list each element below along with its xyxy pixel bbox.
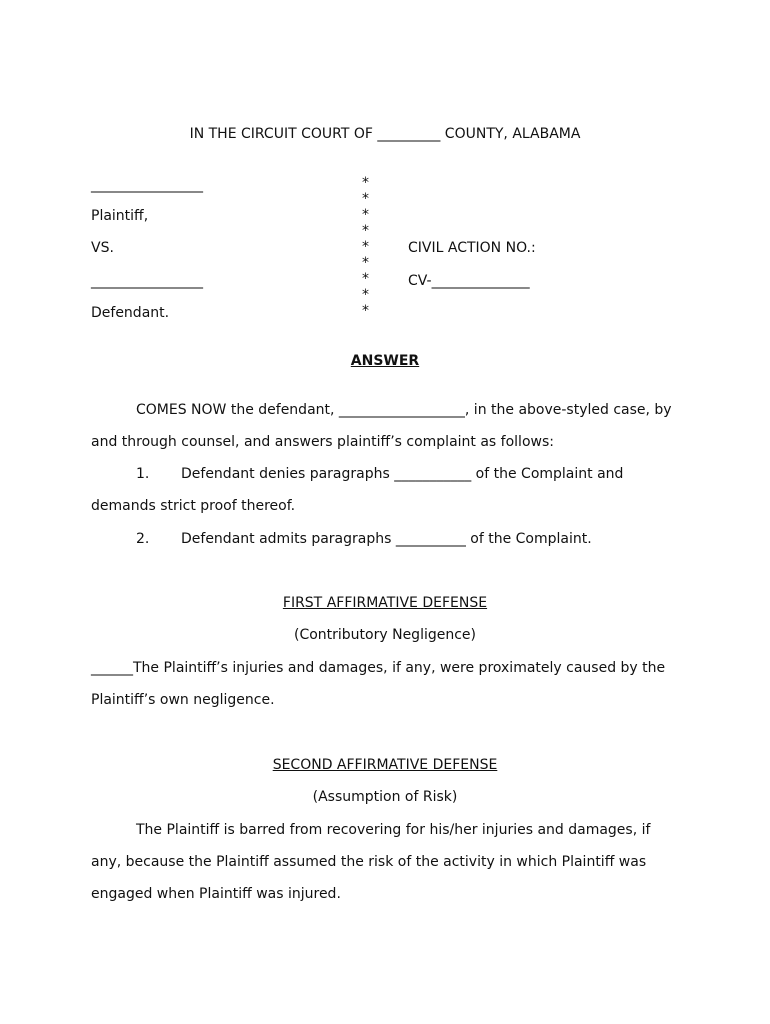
item-number: 1. — [136, 466, 150, 482]
plaintiff-label: Plaintiff, — [91, 208, 149, 224]
caption-star: * — [362, 175, 369, 191]
caption-star: * — [362, 271, 369, 287]
defense-line: ______The Plaintiff’s injuries and damages, if any, were proximately caused by the — [91, 660, 666, 676]
item-1-line-2: demands strict proof thereof. — [91, 498, 296, 514]
intro-line-2: and through counsel, and answers plaintiff’s complaint as follows: — [91, 434, 554, 450]
vs-label: VS. — [91, 240, 114, 256]
defense-line: Plaintiff’s own negligence. — [91, 692, 275, 708]
caption-star: * — [362, 191, 369, 207]
defense-line: The Plaintiff is barred from recovering for his/her injuries and damages, if — [136, 822, 651, 838]
caption-star: * — [362, 287, 369, 303]
defense-line: engaged when Plaintiff was injured. — [91, 886, 341, 902]
defendant-label: Defendant. — [91, 305, 170, 321]
document-title: ANSWER — [350, 353, 420, 369]
defense-heading: FIRST AFFIRMATIVE DEFENSE — [282, 595, 488, 611]
caption-star: * — [362, 207, 369, 223]
caption-star: * — [362, 255, 369, 271]
caption-star: * — [362, 223, 369, 239]
item-1-line-1: Defendant denies paragraphs ___________ of the Complaint and — [181, 466, 624, 482]
caption-star: * — [362, 239, 369, 255]
defense-subheading: (Assumption of Risk) — [312, 789, 458, 805]
item-2-line-1: Defendant admits paragraphs __________ of the Complaint. — [181, 531, 592, 547]
caption-star: * — [362, 303, 369, 319]
defendant-name-blank: ________________ — [91, 273, 203, 289]
intro-line-1: COMES NOW the defendant, __________________, in the above-styled case, by — [136, 402, 672, 418]
plaintiff-name-blank: ________________ — [91, 177, 203, 193]
court-heading: IN THE CIRCUIT COURT OF _________ COUNTY, ALABAMA — [189, 126, 581, 142]
item-number: 2. — [136, 531, 150, 547]
case-number: CV-______________ — [408, 273, 530, 289]
defense-heading: SECOND AFFIRMATIVE DEFENSE — [272, 757, 498, 773]
defense-line: any, because the Plaintiff assumed the risk of the activity in which Plaintiff was — [91, 854, 647, 870]
civil-action-label: CIVIL ACTION NO.: — [408, 240, 536, 256]
defense-subheading: (Contributory Negligence) — [293, 627, 476, 643]
